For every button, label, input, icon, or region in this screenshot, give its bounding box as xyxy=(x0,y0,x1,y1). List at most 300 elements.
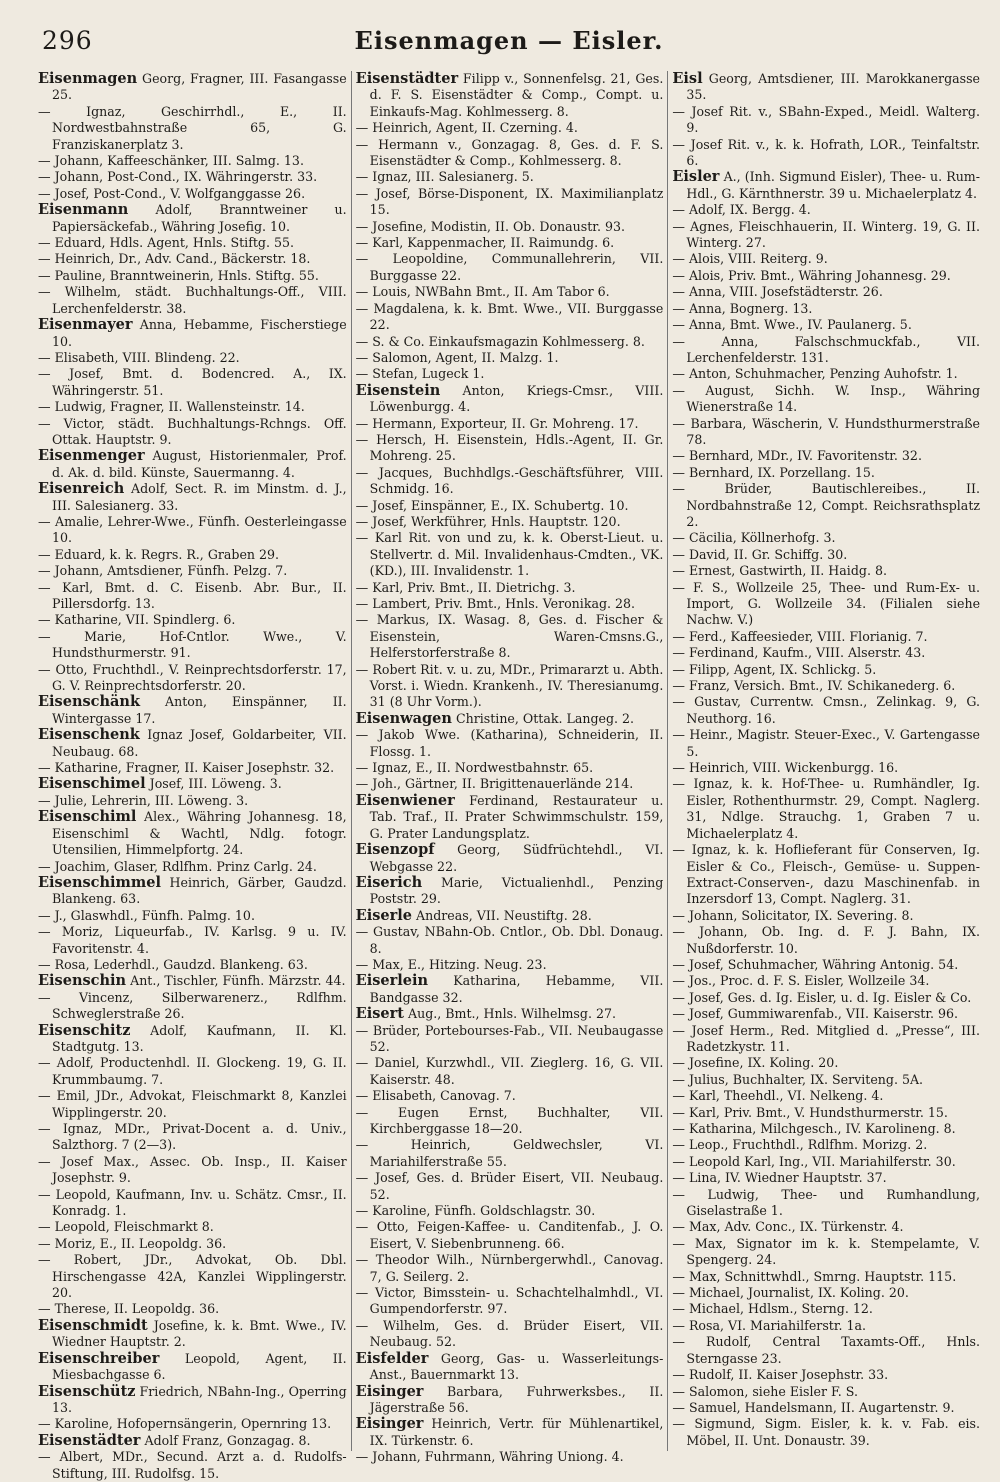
entry-text: — Ignaz, MDr., Privat-Docent a. d. Univ., Salzthorg. 7 (2—3). xyxy=(38,1121,347,1153)
directory-entry xyxy=(356,711,664,727)
directory-entry xyxy=(356,1137,664,1170)
directory-entry xyxy=(38,284,347,317)
entry-text: — Max, Adv. Conc., IX. Türkenstr. 4. xyxy=(672,1219,904,1235)
directory-entry xyxy=(672,1301,980,1317)
entry-text: — Moriz, E., II. Leopoldg. 36. xyxy=(38,1235,227,1251)
directory-entry xyxy=(672,530,980,546)
directory-entry xyxy=(672,1121,980,1137)
entry-surname: Eisenschin xyxy=(38,972,127,990)
directory-entry xyxy=(672,1384,980,1400)
directory-entry xyxy=(672,1367,980,1383)
page-header xyxy=(34,14,984,55)
directory-entry xyxy=(356,1203,664,1219)
entry-text: Anton, Einspänner, II. Wintergasse 17. xyxy=(52,694,347,726)
entry-text: — Victor, Bimsstein- u. Schachtelhalmhdl., VI. Gumpendorferstr. 97. xyxy=(355,1285,664,1317)
entry-text: — Louis, NWBahn Bmt., II. Am Tabor 6. xyxy=(355,284,610,300)
entry-text: Marie, Victualienhdl., Penzing Poststr. 29. xyxy=(369,874,664,907)
directory-entry xyxy=(38,809,347,858)
entry-text: — Anton, Schuhmacher, Penzing Auhofstr. 1. xyxy=(672,366,958,382)
entry-text: — Barbara, Wäscherin, V. Hundsthurmerstraße 78. xyxy=(672,415,981,447)
entry-text: — F. S., Wollzeile 25, Thee- und Rum-Ex- u. Import, G. Wollzeile 34. (Filialen siehe Nachw. V.) xyxy=(672,579,981,628)
directory-entry xyxy=(38,1187,347,1220)
directory-entry xyxy=(356,416,664,432)
entry-text: Anna, Hebamme, Fischerstiege 10. xyxy=(52,317,347,349)
directory-entry xyxy=(356,334,664,350)
directory-entry xyxy=(356,465,664,498)
entry-text: — Agnes, Fleischhauerin, II. Winterg. 19, G. II. Winterg. 27. xyxy=(672,218,981,251)
directory-entry xyxy=(356,1384,664,1417)
directory-entry xyxy=(672,924,980,957)
entry-text: — Victor, städt. Buchhaltungs-Rchngs. Off. Ottak. Hauptstr. 9. xyxy=(38,415,347,447)
entry-text: — Heinrich, VIII. Wickenburgg. 16. xyxy=(672,760,899,776)
page-title: Eisenmagen — Eisler. xyxy=(354,26,664,55)
entry-text: — Cäcilia, Köllnerhofg. 3. xyxy=(672,530,836,546)
entry-text: — Karl, Priv. Bmt., V. Hundsthurmerstr. 15. xyxy=(672,1104,948,1120)
entry-text: — Josefine, Modistin, II. Ob. Donaustr. 93. xyxy=(355,218,625,234)
directory-entry xyxy=(356,842,664,875)
directory-entry xyxy=(672,1187,980,1220)
directory-entry xyxy=(356,1055,664,1088)
directory-entry xyxy=(356,924,664,957)
directory-entry xyxy=(672,1006,980,1022)
entry-text: — Josef Rit. v., SBahn-Exped., Meidl. Walterg. 9. xyxy=(672,103,981,136)
directory-entry xyxy=(38,1121,347,1154)
entry-text: — Brüder, Bautischlereibes., II. Nordbahnstraße 12, Compt. Reichsrathsplatz 2. xyxy=(672,481,981,529)
entry-text: — Katharina, Milchgesch., IV. Karolineng. 8. xyxy=(672,1121,956,1136)
directory-entry xyxy=(38,859,347,875)
entry-text: — S. & Co. Einkaufsmagazin Kohlmesserg. 8. xyxy=(355,333,645,349)
directory-entry xyxy=(38,694,347,727)
directory-entry xyxy=(672,776,980,842)
directory-entry xyxy=(38,793,347,809)
directory-entry xyxy=(356,432,664,465)
directory-entry xyxy=(38,235,347,251)
directory-entry xyxy=(672,580,980,629)
directory-entry xyxy=(356,580,664,596)
entry-text: — Hermann v., Gonzagag. 8, Ges. d. F. S. Eisenstädter & Comp., Kohlmesserg. 8. xyxy=(355,136,664,169)
entry-surname: Eisenschimel xyxy=(38,775,146,793)
directory-entry xyxy=(38,1384,347,1417)
entry-text: — Ignaz, k. k. Hof-Thee- u. Rumhändler, Ig. Eisler, Rothenthurmstr. 29, Compt. Naglerg. 31, Ndlge. Strauchg. 1, Graben 7 u. Michaelerplatz 4. xyxy=(672,776,981,841)
directory-entry xyxy=(672,104,980,137)
entry-text: Georg, Südfrüchtehdl., VI. Webgasse 22. xyxy=(369,842,664,874)
entry-text: — Elisabeth, VIII. Blindeng. 22. xyxy=(38,349,240,365)
entry-text: — Rosa, VI. Mariahilferstr. 1a. xyxy=(672,1317,867,1333)
directory-entry xyxy=(672,1318,980,1334)
entry-surname: Eisenmann xyxy=(38,201,129,219)
directory-entry xyxy=(356,1023,664,1056)
entry-text: Adolf, Sect. R. im Minstm. d. J., III. Salesianerg. 33. xyxy=(52,481,347,513)
entry-text: — Karl, Priv. Bmt., II. Dietrichg. 3. xyxy=(355,579,576,595)
entry-text: — Elisabeth, Canovag. 7. xyxy=(355,1088,516,1104)
entry-text: Ferdinand, Restaurateur u. Tab. Traf., II. Prater Schwimmschulstr. 159, G. Prater Landungsplatz. xyxy=(369,792,664,841)
directory-entry xyxy=(356,1318,664,1351)
directory-entry xyxy=(672,448,980,464)
directory-entry xyxy=(356,908,664,924)
directory-entry xyxy=(356,1105,664,1138)
entry-text: — Wilhelm, städt. Buchhaltungs-Off., VIII. Lerchenfelderstr. 38. xyxy=(38,284,347,316)
entry-text: — Joachim, Glaser, Rdlfhm. Prinz Carlg. 24. xyxy=(38,858,317,874)
entry-surname: Eisenstädter xyxy=(355,70,459,87)
directory-entry xyxy=(38,990,347,1023)
directory-entry xyxy=(356,383,664,416)
directory-entry xyxy=(38,957,347,973)
directory-entry xyxy=(38,448,347,481)
directory-entry xyxy=(38,1023,347,1056)
entry-text: — Ignaz, Geschirrhdl., E., II. Nordwestbahnstraße 65, G. Franziskanerplatz 3. xyxy=(38,103,347,152)
entry-text: — Robert Rit. v. u. zu, MDr., Primararzt u. Abth. Vorst. i. Wiedn. Krankenh., IV. Theresianumg. 31 (8 Uhr Vorm.). xyxy=(355,661,664,710)
entry-surname: Eisenschitz xyxy=(38,1021,131,1039)
directory-entry xyxy=(672,481,980,530)
directory-entry xyxy=(356,137,664,170)
directory-entry xyxy=(672,268,980,284)
directory-entry xyxy=(38,169,347,185)
directory-entry xyxy=(38,317,347,350)
entry-text: — Hersch, H. Eisenstein, Hdls.-Agent, II. Gr. Mohreng. 25. xyxy=(355,431,664,464)
directory-entry xyxy=(38,1154,347,1187)
entry-text: — Magdalena, k. k. Bmt. Wwe., VII. Burggasse 22. xyxy=(355,300,664,333)
directory-entry xyxy=(356,612,664,661)
directory-entry xyxy=(672,1400,980,1416)
entry-surname: Eisenschiml xyxy=(38,808,137,826)
directory-entry xyxy=(38,71,347,104)
entry-text: — Heinr., Magistr. Steuer-Exec., V. Gartengasse 5. xyxy=(672,727,981,759)
directory-entry xyxy=(672,1219,980,1235)
directory-entry xyxy=(356,727,664,760)
entry-text: — Moriz, Liqueurfab., IV. Karlsg. 9 u. IV. Favoritenstr. 4. xyxy=(38,924,347,956)
directory-entry xyxy=(356,235,664,251)
directory-entry xyxy=(356,662,664,711)
entry-text: — Daniel, Kurzwhdl., VII. Zieglerg. 16, G. VII. Kaiserstr. 48. xyxy=(355,1055,664,1087)
entry-text: — Karl, Theehdl., VI. Nelkeng. 4. xyxy=(672,1088,884,1104)
entry-text: — Alois, Priv. Bmt., Währing Johannesg. 29. xyxy=(672,267,951,283)
entry-text: Heinrich, Vertr. für Mühlenartikel, IX. Türkenstr. 6. xyxy=(369,1416,664,1448)
directory-entry xyxy=(38,1449,347,1482)
directory-entry xyxy=(356,350,664,366)
entry-text: August, Historienmaler, Prof. d. Ak. d. bild. Künste, Sauermanng. 4. xyxy=(52,448,347,480)
directory-entry xyxy=(356,1449,664,1465)
entry-text: Andreas, VII. Neustiftg. 28. xyxy=(416,907,592,923)
column-3 xyxy=(667,71,984,1451)
entry-text: — Otto, Feigen-Kaffee- u. Canditenfab., J. O. Eisert, V. Siebenbrunneng. 66. xyxy=(355,1219,664,1251)
directory-entry xyxy=(672,284,980,300)
entry-text: — Wilhelm, Ges. d. Brüder Eisert, VII. Neubaug. 52. xyxy=(355,1317,664,1350)
entry-text: Ignaz Josef, Goldarbeiter, VII. Neubaug. 68. xyxy=(52,727,347,759)
directory-entry xyxy=(672,842,980,908)
entry-text: Georg, Gas- u. Wasserleitungs-Anst., Bauernmarkt 13. xyxy=(369,1350,664,1383)
directory-entry xyxy=(672,990,980,1006)
entry-text: — J., Glaswhdl., Fünfh. Palmg. 10. xyxy=(38,907,255,923)
directory-entry xyxy=(38,1055,347,1088)
entry-surname: Eisenschreiber xyxy=(38,1349,160,1367)
directory-entry xyxy=(38,973,347,989)
entry-text: Barbara, Fuhrwerksbes., II. Jägerstraße 56. xyxy=(369,1383,664,1415)
entry-text: — Leopoldine, Communallehrerin, VII. Burggasse 22. xyxy=(355,251,664,283)
directory-entry xyxy=(672,1137,980,1153)
entry-text: — Michael, Journalist, IX. Koling. 20. xyxy=(672,1285,909,1301)
directory-entry xyxy=(672,629,980,645)
directory-entry xyxy=(356,251,664,284)
directory-entry xyxy=(356,219,664,235)
entry-text: — Max, E., Hitzing. Neug. 23. xyxy=(355,956,547,972)
entry-surname: Eisenmayer xyxy=(38,316,133,334)
directory-entry xyxy=(38,1088,347,1121)
entry-text: — Josef, Börse-Disponent, IX. Maximilianplatz 15. xyxy=(355,185,664,218)
entry-text: — Anna, Bmt. Wwe., IV. Paulanerg. 5. xyxy=(672,317,912,333)
entry-surname: Eisenstädter xyxy=(38,1431,141,1449)
entry-text: Leopold, Agent, II. Miesbachgasse 6. xyxy=(52,1350,347,1383)
entry-text: Ant., Tischler, Fünfh. Märzstr. 44. xyxy=(130,973,346,989)
entry-text: — Markus, IX. Wasag. 8, Ges. d. Fischer & Eisenstein, Waren-Cmsns.G., Helferstorferstraße 8. xyxy=(355,612,664,661)
entry-text: Adolf, Kaufmann, II. Kl. Stadtgutg. 13. xyxy=(52,1022,347,1054)
entry-text: Anton, Kriegs-Cmsr., VIII. Löwenburgg. 4. xyxy=(369,382,664,415)
entry-text: — Ludwig, Thee- und Rumhandlung, Giselastraße 1. xyxy=(672,1186,981,1219)
entry-surname: Eisinger xyxy=(355,1382,424,1400)
directory-entry xyxy=(672,547,980,563)
entry-text: Filipp v., Sonnenfelsg. 21, Ges. d. F. S. Eisenstädter & Comp., Compt. u. Einkaufs-Mag. Kohlmesserg. 8. xyxy=(369,71,664,119)
entry-text: — Johann, Amtsdiener, Fünfh. Pelzg. 7. xyxy=(38,563,288,579)
entry-text: — Julie, Lehrerin, III. Löweng. 3. xyxy=(38,792,249,808)
entry-text: Adolf Franz, Gonzagag. 8. xyxy=(144,1432,311,1448)
entry-text: — Lina, IV. Wiedner Hauptstr. 37. xyxy=(672,1170,887,1186)
directory-entry xyxy=(672,694,980,727)
directory-entry xyxy=(672,169,980,202)
directory-entry xyxy=(38,481,347,514)
entry-text: — Adolf, IX. Bergg. 4. xyxy=(672,202,811,218)
directory-entry xyxy=(672,1170,980,1186)
entry-surname: Eisenzopf xyxy=(355,841,435,859)
entry-text: — Sigmund, Sigm. Eisler, k. k. v. Fab. eis. Möbel, II. Unt. Donaustr. 39. xyxy=(672,1416,981,1448)
directory-entry xyxy=(356,793,664,842)
directory-entry xyxy=(356,1416,664,1449)
directory-entry xyxy=(672,1154,980,1170)
entry-surname: Eisenreich xyxy=(38,480,125,498)
entry-text: — Alois, VIII. Reiterg. 9. xyxy=(672,251,828,267)
directory-entry xyxy=(356,1285,664,1318)
entry-text: — Ignaz, E., II. Nordwestbahnstr. 65. xyxy=(355,760,594,776)
directory-entry xyxy=(38,629,347,662)
directory-entry xyxy=(38,202,347,235)
entry-text: — Stefan, Lugeck 1. xyxy=(355,366,485,382)
entry-text: Alex., Währing Johannesg. 18, Eisenschiml & Wachtl, Ndlg. fotogr. Utensilien, Himmelpfortg. 24. xyxy=(52,809,347,858)
directory-entry xyxy=(38,350,347,366)
entry-text: — Robert, JDr., Advokat, Ob. Dbl. Hirschengasse 42A, Kanzlei Wipplingerstr. 20. xyxy=(38,1252,347,1301)
entry-text: Katharina, Hebamme, VII. Bandgasse 32. xyxy=(369,973,664,1005)
directory-entry xyxy=(38,908,347,924)
entry-text: — Bernhard, IX. Porzellang. 15. xyxy=(672,464,875,480)
directory-entry xyxy=(672,1285,980,1301)
directory-entry xyxy=(356,169,664,185)
entry-text: — Ferdinand, Kaufm., VIII. Alserstr. 43. xyxy=(672,645,926,661)
directory-entry xyxy=(356,284,664,300)
page-number: 296 xyxy=(42,26,93,55)
entry-text: — Leopold, Fleischmarkt 8. xyxy=(38,1219,214,1235)
directory-entry xyxy=(38,186,347,202)
entry-text: A., (Inh. Sigmund Eisler), Thee- u. Rum-Hdl., G. Kärnthnerstr. 39 u. Michaelerplatz 4. xyxy=(686,169,981,201)
entry-text: — Joh., Gärtner, II. Brigittenauerlände 214. xyxy=(355,776,634,792)
directory-entry xyxy=(356,1351,664,1384)
directory-entry xyxy=(356,1170,664,1203)
directory-entry xyxy=(38,1351,347,1384)
entry-text: — Amalie, Lehrer-Wwe., Fünfh. Oesterleingasse 10. xyxy=(38,513,347,546)
entry-text: Friedrich, NBahn-Ing., Operring 13. xyxy=(52,1383,347,1415)
directory-entry xyxy=(38,580,347,613)
column-2 xyxy=(351,70,668,1465)
directory-entry xyxy=(672,727,980,760)
entry-surname: Eiserlein xyxy=(355,972,429,990)
entry-text: — Josef, Werkführer, Hnls. Hauptstr. 120. xyxy=(355,513,621,529)
entry-surname: Eisenwagen xyxy=(355,709,452,727)
directory-entry xyxy=(38,268,347,284)
directory-entry xyxy=(38,399,347,415)
directory-entry xyxy=(672,908,980,924)
entry-text: — Ferd., Kaffeesieder, VIII. Florianig. 7. xyxy=(672,628,928,644)
directory-entry xyxy=(38,924,347,957)
directory-entry xyxy=(38,366,347,399)
entry-surname: Eisl xyxy=(672,70,703,87)
entry-text: — Vincenz, Silberwarenerz., Rdlfhm. Schweglerstraße 26. xyxy=(38,989,347,1022)
directory-entry xyxy=(38,875,347,908)
directory-entry xyxy=(38,153,347,169)
entry-text: — Filipp, Agent, IX. Schlickg. 5. xyxy=(672,661,877,677)
directory-entry xyxy=(38,1416,347,1432)
directory-entry xyxy=(38,1252,347,1301)
directory-entry xyxy=(356,498,664,514)
entry-text: Heinrich, Gärber, Gaudzd. Blankeng. 63. xyxy=(52,874,347,907)
entry-text: — Karoline, Hofopernsängerin, Opernring 13. xyxy=(38,1416,332,1432)
directory-entry xyxy=(356,120,664,136)
directory-entry xyxy=(38,416,347,449)
entry-text: — Ignaz, III. Salesianerg. 5. xyxy=(355,169,534,185)
entry-text: — Katharine, Fragner, II. Kaiser Josephstr. 32. xyxy=(38,760,335,776)
entry-text: — Julius, Buchhalter, IX. Serviteng. 5A. xyxy=(672,1071,924,1087)
directory-entry xyxy=(672,202,980,218)
entry-text: — Josef, Ges. d. Ig. Eisler, u. d. Ig. Eisler & Co. xyxy=(672,989,972,1005)
entry-text: Georg, Fragner, III. Fasangasse 25. xyxy=(52,71,347,103)
directory-entry xyxy=(672,1072,980,1088)
entry-surname: Eisenschänk xyxy=(38,693,141,711)
entry-text: — Salomon, siehe Eisler F. S. xyxy=(672,1383,858,1399)
entry-text: — Michael, Hdlsm., Sterng. 12. xyxy=(672,1301,873,1317)
directory-entry xyxy=(672,1105,980,1121)
entry-text: Christine, Ottak. Langeg. 2. xyxy=(455,710,635,726)
entry-surname: Eisenstein xyxy=(355,381,441,399)
entry-text: — Karl, Kappenmacher, II. Raimundg. 6. xyxy=(355,235,615,251)
directory-entry xyxy=(38,776,347,792)
directory-entry xyxy=(356,186,664,219)
directory-entry xyxy=(356,875,664,908)
entry-text: — Ignaz, k. k. Hoflieferant für Conserven, Ig. Eisler & Co., Fleisch-, Gemüse- u. Suppen-Extract-Conserven-, dazu Maschinenfab. in Inzersdorf 13, Compt. Naglerg. 31. xyxy=(672,842,981,907)
entry-text: — August, Sichh. W. Insp., Währing Wienerstraße 14. xyxy=(672,382,981,415)
entry-text: — Jakob Wwe. (Katharina), Schneiderin, II. Flossg. 1. xyxy=(355,727,664,759)
directory-entry xyxy=(356,71,664,120)
directory-entry xyxy=(672,1023,980,1056)
entry-text: — Josef Rit. v., k. k. Hofrath, LOR., Teinfaltstr. 6. xyxy=(672,136,981,169)
entry-text: — Anna, VIII. Josefstädterstr. 26. xyxy=(672,284,883,300)
entry-surname: Eisert xyxy=(355,1005,404,1023)
entry-text: — Eugen Ernst, Buchhalter, VII. Kirchberggasse 18—20. xyxy=(355,1104,664,1136)
entry-text: — Gustav, Currentw. Cmsn., Zelinkag. 9, G. Neuthorg. 16. xyxy=(672,694,981,726)
entry-text: — Karl Rit. von und zu, k. k. Oberst-Lieut. u. Stellvertr. d. Mil. Invalidenhaus-Cmdten., VK. (KD.), III. Invalidenstr. 1. xyxy=(355,530,664,579)
directory-entry xyxy=(38,547,347,563)
entry-text: — Pauline, Branntweinerin, Hnls. Stiftg. 55. xyxy=(38,267,319,283)
directory-entry xyxy=(38,1301,347,1317)
directory-entry xyxy=(356,1088,664,1104)
directory-entry xyxy=(672,1334,980,1367)
entry-text: — Salomon, Agent, II. Malzg. 1. xyxy=(355,349,559,365)
entry-text: — Hermann, Exporteur, II. Gr. Mohreng. 17. xyxy=(355,415,639,431)
directory-entry xyxy=(672,973,980,989)
directory-entry xyxy=(38,1433,347,1449)
entry-text: — Rosa, Lederhdl., Gaudzd. Blankeng. 63. xyxy=(38,956,308,972)
entry-text: — Josef, Post-Cond., V. Wolfganggasse 26. xyxy=(38,185,306,201)
entry-text: — Johann, Fuhrmann, Währing Uniong. 4. xyxy=(355,1449,624,1465)
entry-surname: Eisenwiener xyxy=(355,791,455,809)
directory-entry xyxy=(356,776,664,792)
directory-entry xyxy=(672,383,980,416)
directory-entry xyxy=(38,1318,347,1351)
entry-surname: Eiserle xyxy=(355,906,412,924)
directory-entry xyxy=(356,514,664,530)
directory-entry xyxy=(38,662,347,695)
entry-surname: Eisenschimmel xyxy=(38,873,161,891)
entry-text: — David, II. Gr. Schiffg. 30. xyxy=(672,546,848,562)
entry-text: — Leopold, Kaufmann, Inv. u. Schätz. Cmsr., II. Konradg. 1. xyxy=(38,1186,347,1219)
entry-surname: Eisenmenger xyxy=(38,447,145,465)
entry-text: — Franz, Versich. Bmt., IV. Schikanederg. 6. xyxy=(672,678,956,694)
entry-text: — Rudolf, II. Kaiser Josephstr. 33. xyxy=(672,1367,889,1383)
entry-text: — Josef Herm., Red. Mitglied d. „Presse“, III. Radetzkystr. 11. xyxy=(672,1022,981,1054)
directory-entry xyxy=(356,596,664,612)
directory-entry xyxy=(356,957,664,973)
entry-text: — Josef, Gummiwarenfab., VII. Kaiserstr. 96. xyxy=(672,1006,959,1022)
entry-text: — Jacques, Buchhdlgs.-Geschäftsführer, VIII. Schmidg. 16. xyxy=(355,464,664,497)
entry-surname: Eisenschenk xyxy=(38,726,140,744)
entry-text: — Heinrich, Geldwechsler, VI. Mariahilferstraße 55. xyxy=(355,1137,664,1169)
entry-text: — Katharine, VII. Spindlerg. 6. xyxy=(38,612,236,628)
directory-entry xyxy=(672,465,980,481)
directory-entry xyxy=(38,612,347,628)
entry-text: — Josef, Bmt. d. Bodencred. A., IX. Währingerstr. 51. xyxy=(38,366,347,398)
directory-entry xyxy=(672,219,980,252)
entry-surname: Eisenschmidt xyxy=(38,1316,148,1334)
entry-text: — Karoline, Fünfh. Goldschlagstr. 30. xyxy=(355,1203,596,1219)
entry-text: — Karl, Bmt. d. C. Eisenb. Abr. Bur., II. Pillersdorfg. 13. xyxy=(38,579,347,611)
directory-entry xyxy=(672,1055,980,1071)
directory-entry xyxy=(672,1269,980,1285)
directory-entry xyxy=(38,727,347,760)
entry-text: — Brüder, Portebourses-Fab., VII. Neubaugasse 52. xyxy=(355,1022,664,1054)
entry-text: — Josefine, IX. Koling. 20. xyxy=(672,1055,839,1071)
directory-entry xyxy=(672,645,980,661)
directory-entry xyxy=(672,678,980,694)
entry-text: Adolf, Branntweiner u. Papiersäckefab., Währing Josefig. 10. xyxy=(52,202,347,234)
entry-text: — Max, Schnittwhdl., Smrng. Hauptstr. 115. xyxy=(672,1268,957,1284)
column-1 xyxy=(34,70,351,1481)
entry-text: — Max, Signator im k. k. Stempelamte, V. Spengerg. 24. xyxy=(672,1235,981,1268)
directory-entry xyxy=(672,416,980,449)
entry-surname: Eisler xyxy=(672,168,720,186)
entry-text: — Anna, Bognerg. 13. xyxy=(672,300,813,316)
entry-text: — Theodor Wilh., Nürnbergerwhdl., Canovag. 7, G. Seilerg. 2. xyxy=(355,1252,664,1284)
entry-text: — Heinrich, Agent, II. Czerning. 4. xyxy=(355,120,578,136)
directory-entry xyxy=(38,1219,347,1235)
directory-entry xyxy=(672,317,980,333)
entry-text: — Otto, Fruchthdl., V. Reinprechtsdorferstr. 17, G. V. Reinprechtsdorferstr. 20. xyxy=(38,661,347,694)
entry-text: — Leop., Fruchthdl., Rdlfhm. Morizg. 2. xyxy=(672,1137,928,1153)
entry-text: — Adolf, Productenhdl. II. Glockeng. 19, G. II. Krummbaumg. 7. xyxy=(38,1055,347,1087)
entry-text: — Josef, Ges. d. Brüder Eisert, VII. Neubaug. 52. xyxy=(355,1170,664,1202)
